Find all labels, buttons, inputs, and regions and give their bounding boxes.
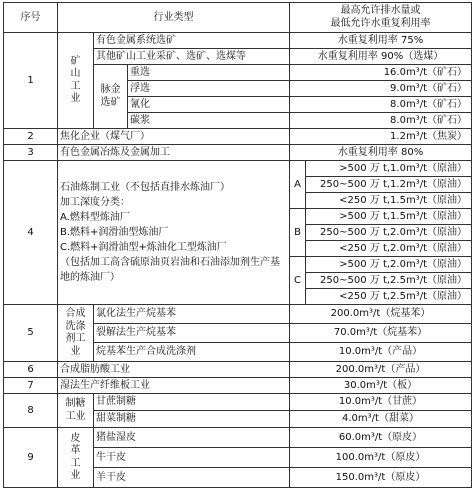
- row-label: 有色金属系统选矿: [94, 33, 290, 49]
- row-value: 8.0m³/t（矿石）: [290, 113, 472, 129]
- row-label: 湿法生产纤维板工业: [58, 378, 290, 394]
- row-label: 合成脂肪酸工业: [58, 362, 290, 378]
- row-value: 100.0m³/t（原皮）: [290, 448, 472, 468]
- sub-class-key: B: [290, 209, 306, 257]
- row-label: 碳浆: [128, 113, 290, 129]
- row-label: 氯化法生产烷基苯: [94, 305, 290, 324]
- table-row: [4, 161, 472, 177]
- row-value: 水重复利用率 90%（选煤）: [290, 49, 472, 65]
- row-value: 10.0m³/t（产品）: [290, 343, 472, 362]
- row-value: 70.0m³/t（烷基苯）: [290, 324, 472, 343]
- header-no: 序号: [4, 3, 58, 33]
- desc-line: （包括加工高含硫原油页岩油和石油添加剂生产基地的炼油厂）: [60, 257, 280, 283]
- row-value: >500 万 t,1.5m³/t（原油）: [306, 209, 472, 225]
- desc-line: A.燃料型炼油厂: [60, 212, 130, 223]
- table-row: [4, 362, 472, 378]
- row-subgroup: 脉金选矿: [94, 65, 128, 129]
- row-group: 制糖工业: [58, 394, 94, 428]
- wastewater-standard-table: [3, 2, 472, 488]
- table-row: [4, 305, 472, 324]
- row-label: 浮选: [128, 81, 290, 97]
- row-value: 250~500 万 t,1.2m³/t（原油）: [306, 177, 472, 193]
- row-no: 4: [4, 161, 58, 305]
- row-label: 牛干皮: [94, 448, 290, 468]
- row-label: 羊干皮: [94, 468, 290, 488]
- row-description: [58, 161, 290, 305]
- row-value: 250~500 万 t,2.0m³/t（原油）: [306, 225, 472, 241]
- row-value: 60.0m³/t（原皮）: [290, 428, 472, 448]
- desc-line: C.燃料+润滑油型+炼油化工型炼油厂: [60, 242, 227, 253]
- row-label: 甜菜制糖: [94, 411, 290, 428]
- table-row: [4, 428, 472, 448]
- header-standard-line1: 最高允许排水量或: [340, 5, 421, 16]
- row-label: 烷基苯生产合成洗涤剂: [94, 343, 290, 362]
- row-label: 重选: [128, 65, 290, 81]
- row-value: <250 万 t,1.5m³/t（原油）: [306, 193, 472, 209]
- row-label: 氰化: [128, 97, 290, 113]
- row-no: 2: [4, 129, 58, 145]
- row-value: >500 万 t,2.0m³/t（原油）: [306, 257, 472, 273]
- row-value: >500 万 t,1.0m³/t（原油）: [306, 161, 472, 177]
- table-row: [4, 394, 472, 411]
- table-row: [4, 145, 472, 161]
- sub-class-key: A: [290, 161, 306, 209]
- row-no: 6: [4, 362, 58, 378]
- row-value: 150.0m³/t（原皮）: [290, 468, 472, 488]
- row-no: 8: [4, 394, 58, 428]
- header-standard: [290, 3, 472, 33]
- row-value: 1.2m³/t（焦炭）: [290, 129, 472, 145]
- row-label: 甘蔗制糖: [94, 394, 290, 411]
- row-no: 9: [4, 428, 58, 488]
- row-value: 250~500 万 t,2.5m³/t（原油）: [306, 273, 472, 289]
- row-group: 合成洗涤剂工业: [58, 305, 94, 362]
- row-no: 5: [4, 305, 58, 362]
- row-value: 16.0m³/t（矿石）: [290, 65, 472, 81]
- row-value: 30.0m³/t（板）: [290, 378, 472, 394]
- row-label: 有色金属冶炼及金属加工: [58, 145, 290, 161]
- header-type: 行业类型: [58, 3, 290, 33]
- row-value: 200.0m³/t（烷基苯）: [290, 305, 472, 324]
- table-row: [4, 129, 472, 145]
- sub-class-key: C: [290, 257, 306, 305]
- row-value: <250 万 t,2.0m³/t（原油）: [306, 241, 472, 257]
- row-no: 3: [4, 145, 58, 161]
- row-value: 水重复利用率 80%: [290, 145, 472, 161]
- table-row: [4, 378, 472, 394]
- row-value: 4.0m³/t（甜菜）: [290, 411, 472, 428]
- row-value: 水重复利用率 75%: [290, 33, 472, 49]
- row-group: 矿山工业: [58, 33, 94, 129]
- desc-line: 加工深度分类：: [60, 197, 130, 208]
- desc-line: B.燃料+润滑油型炼油厂: [60, 227, 169, 238]
- header-row: [4, 3, 472, 33]
- row-label: 焦化企业（煤气厂）: [58, 129, 290, 145]
- header-standard-line2: 最低允许水重复利用率: [330, 17, 431, 29]
- row-value: 8.0m³/t（矿石）: [290, 97, 472, 113]
- row-label: 裂解法生产烷基苯: [94, 324, 290, 343]
- table-row: [4, 33, 472, 49]
- row-no: 7: [4, 378, 58, 394]
- row-value: 10.0m³/t（甘蔗）: [290, 394, 472, 411]
- row-label: 其他矿山工业采矿、选矿、选煤等: [94, 49, 290, 65]
- row-value: 9.0m³/t（矿石）: [290, 81, 472, 97]
- row-value: 200.0m³/t（产品）: [290, 362, 472, 378]
- row-no: 1: [4, 33, 58, 129]
- row-group: 皮革工业: [58, 428, 94, 488]
- row-value: <250 万 t,2.5m³/t（原油）: [306, 289, 472, 305]
- desc-line: 石油炼制工业（不包括直排水炼油厂）: [60, 182, 230, 193]
- row-label: 猪盐湿皮: [94, 428, 290, 448]
